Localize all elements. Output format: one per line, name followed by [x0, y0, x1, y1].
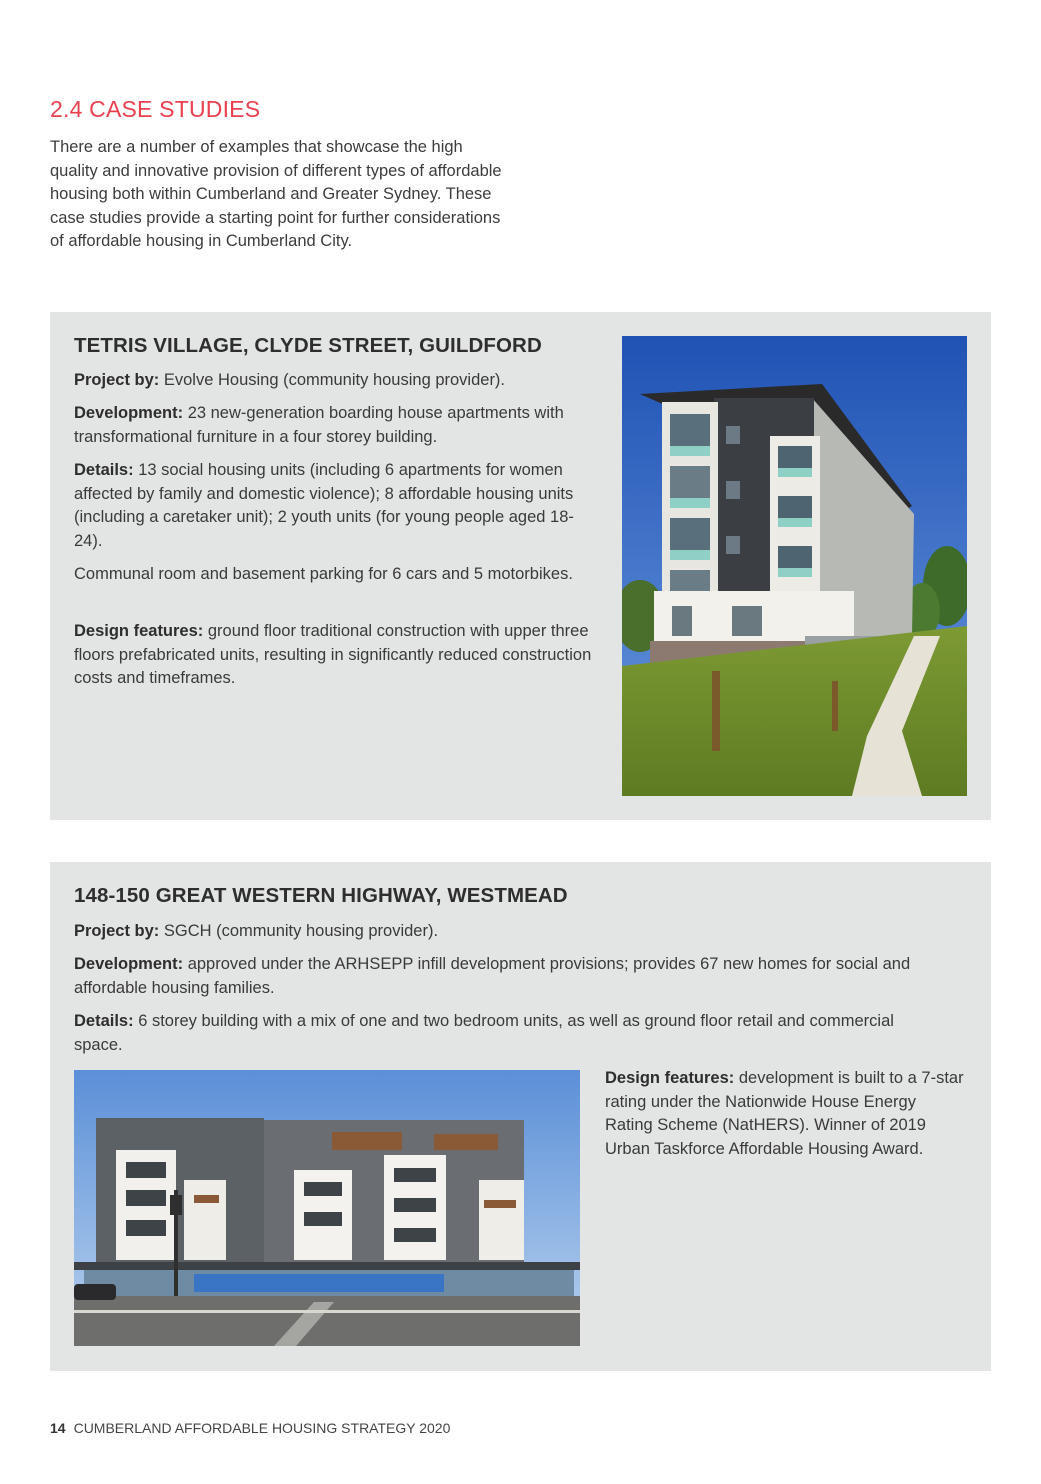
development-paragraph — [74, 402, 594, 449]
document-title: CUMBERLAND AFFORDABLE HOUSING STRATEGY 2020 — [73, 1420, 451, 1436]
development-label: Development: — [74, 955, 184, 973]
case-study-westmead — [50, 862, 991, 1371]
development-text: approved under the ARHSEPP infill development provisions; provides 67 new homes for social and affordable housing families. — [74, 955, 911, 997]
project-by-label: Project by: — [74, 371, 160, 389]
design-features-text: ground floor traditional construction with upper three floors prefabricated units, resulting in significantly reduced construction costs and timeframes. — [74, 622, 592, 687]
section-title: 2.4 CASE STUDIES — [50, 96, 261, 122]
design-features-paragraph — [74, 620, 594, 691]
page-number: 14 — [50, 1420, 66, 1436]
design-features-label: Design features: — [74, 622, 204, 640]
case-title: TETRIS VILLAGE, CLYDE STREET, GUILDFORD — [74, 334, 542, 357]
communal-paragraph: Communal room and basement parking for 6 cars and 5 motorbikes. — [74, 565, 573, 583]
details-text: 6 storey building with a mix of one and two bedroom units, as well as ground floor retail and commercial space. — [74, 1012, 894, 1054]
page-footer — [50, 1420, 450, 1436]
project-by-label: Project by: — [74, 922, 160, 940]
tetris-village-photo — [622, 336, 967, 796]
case-study-tetris-village — [50, 312, 991, 820]
project-by-text: SGCH (community housing provider). — [159, 922, 439, 940]
design-features-paragraph — [605, 1067, 967, 1161]
design-features-label: Design features: — [605, 1069, 735, 1087]
project-by-text: Evolve Housing (community housing provider). — [159, 371, 506, 389]
westmead-building-photo — [74, 1070, 580, 1346]
details-paragraph — [74, 459, 594, 553]
intro-paragraph: There are a number of examples that showcase the high quality and innovative provision of different types of affordable housing both within Cumberland and Greater Sydney. These case studies provide a starting point for further considerations of affordable housing in Cumberland City. — [50, 138, 502, 250]
details-text: 13 social housing units (including 6 apartments for women affected by family and domestic violence); 8 affordable housing units (including a caretaker unit); 2 youth units (for young people aged 18- 24). — [74, 461, 574, 550]
development-paragraph — [74, 953, 969, 1000]
project-by-paragraph — [74, 369, 594, 393]
development-label: Development: — [74, 404, 184, 422]
design-features-text: development is built to a 7-star rating under the Nationwide House Energy Rating Scheme (NatHERS). Winner of 2019 Urban Taskforce Affordable Housing Award. — [605, 1069, 964, 1158]
project-by-paragraph — [74, 920, 964, 944]
development-text: 23 new-generation boarding house apartments with transformational furniture in a four storey building. — [74, 404, 564, 446]
details-paragraph — [74, 1010, 914, 1057]
details-label: Details: — [74, 1012, 134, 1030]
details-label: Details: — [74, 461, 134, 479]
case-title: 148-150 GREAT WESTERN HIGHWAY, WESTMEAD — [74, 884, 568, 907]
